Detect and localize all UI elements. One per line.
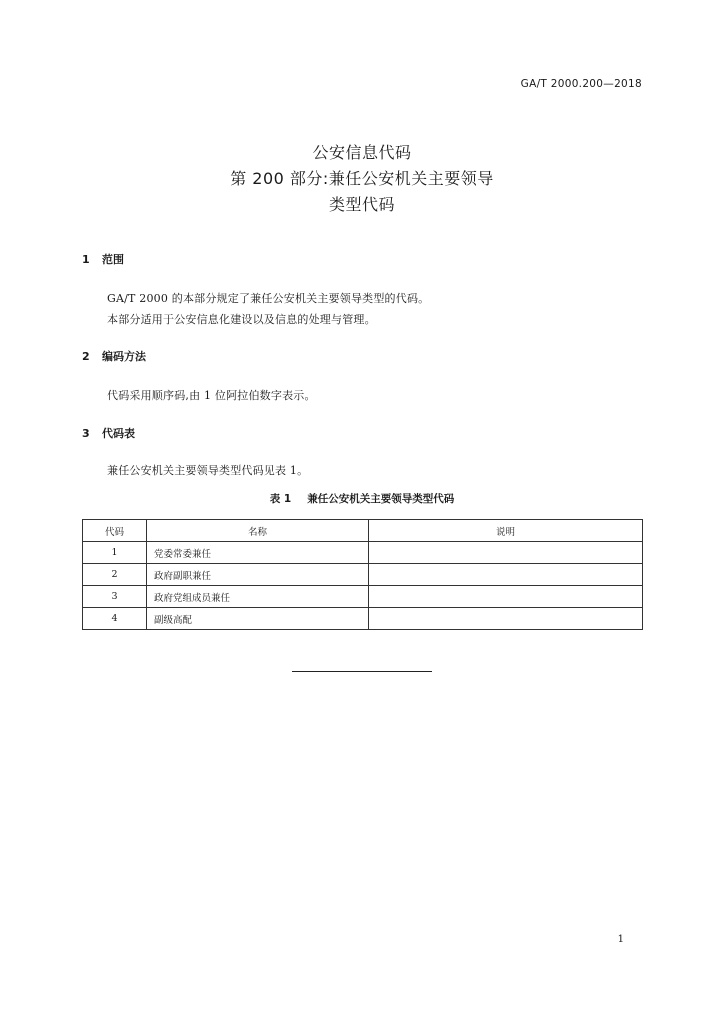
table-caption: [0, 491, 724, 506]
cell-code: 3: [83, 586, 147, 608]
cell-name: 党委常委兼任: [147, 542, 369, 564]
table-row: [83, 608, 643, 630]
cell-code: 2: [83, 564, 147, 586]
table-header-row: [83, 520, 643, 542]
section-number: 3: [82, 427, 90, 440]
table-caption-text: 兼任公安机关主要领导类型代码: [307, 493, 455, 505]
section-heading-coding-method: [82, 348, 146, 364]
cell-note: [369, 586, 643, 608]
section-heading-scope: [82, 251, 124, 267]
end-of-document-line: [292, 671, 432, 672]
section-heading-code-table: [82, 425, 135, 441]
section-number: 2: [82, 350, 90, 363]
paragraph: 代码采用顺序码,由 1 位阿拉伯数字表示。: [107, 389, 316, 402]
code-table: [82, 519, 643, 630]
cell-code: 4: [83, 608, 147, 630]
cell-note: [369, 542, 643, 564]
table-caption-number: 表 1: [269, 493, 292, 505]
header-code: 代码: [83, 520, 147, 542]
paragraph: GA/T 2000 的本部分规定了兼任公安机关主要领导类型的代码。: [107, 292, 430, 305]
section-title: 范围: [102, 253, 124, 266]
cell-note: [369, 564, 643, 586]
section-title: 代码表: [102, 427, 135, 440]
table-row: [83, 542, 643, 564]
document-title-line2: 第 200 部分:兼任公安机关主要领导: [230, 169, 494, 188]
standard-code: GA/T 2000.200—2018: [520, 78, 642, 90]
table-row: [83, 564, 643, 586]
paragraph: 本部分适用于公安信息化建设以及信息的处理与管理。: [107, 313, 376, 326]
section-number: 1: [82, 253, 90, 266]
document-title-line1: 公安信息代码: [312, 143, 412, 162]
paragraph: 兼任公安机关主要领导类型代码见表 1。: [107, 464, 309, 477]
cell-name: 副级高配: [147, 608, 369, 630]
document-title-line3: 类型代码: [328, 195, 395, 214]
cell-name: 政府党组成员兼任: [147, 586, 369, 608]
table-row: [83, 586, 643, 608]
cell-name: 政府副职兼任: [147, 564, 369, 586]
header-note: 说明: [369, 520, 643, 542]
cell-code: 1: [83, 542, 147, 564]
header-name: 名称: [147, 520, 369, 542]
section-title: 编码方法: [102, 350, 146, 363]
cell-note: [369, 608, 643, 630]
page-number: 1: [617, 934, 624, 945]
